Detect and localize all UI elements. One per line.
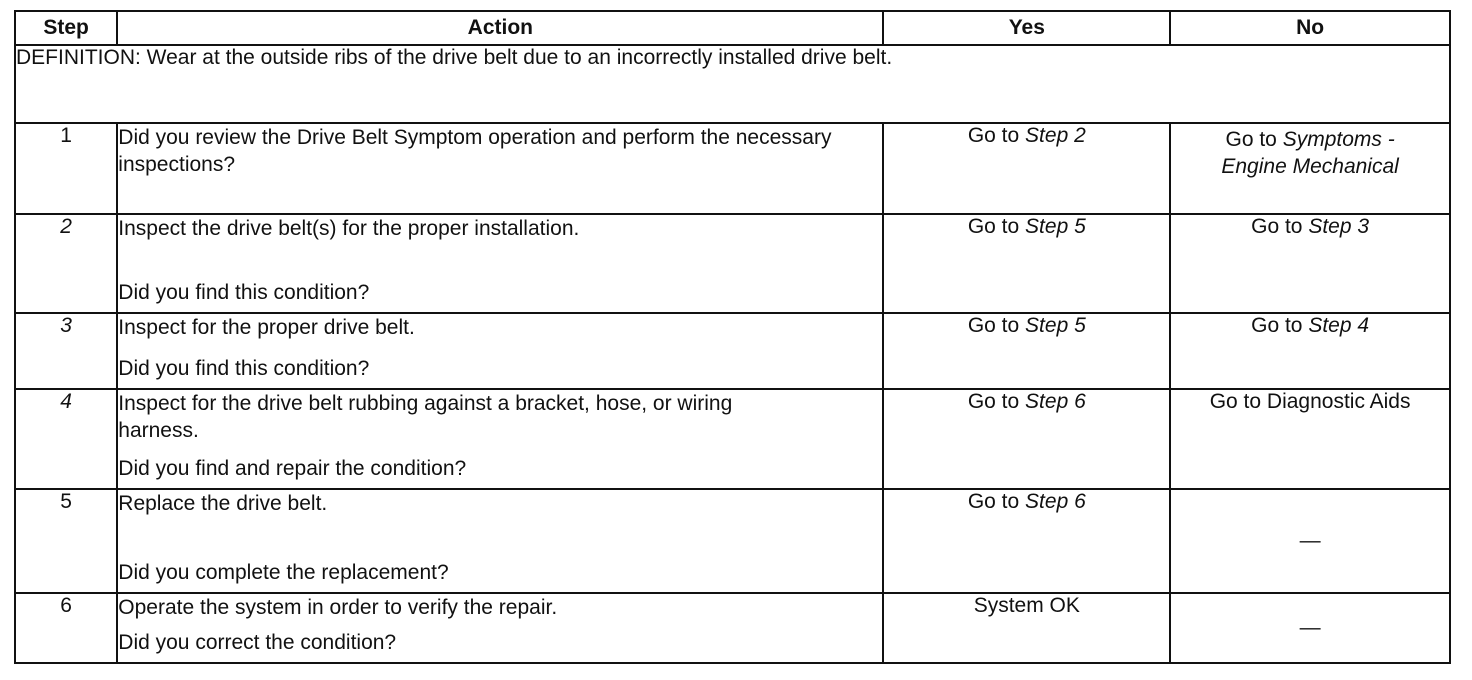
action-question: Did you find this condition? [118,357,370,380]
action-cell [117,123,883,214]
yes-cell [883,313,1170,389]
yes-step-link[interactable]: Step 6 [1025,390,1086,413]
yes-cell [883,123,1170,214]
table-row [15,313,1450,389]
action-cell [117,389,883,489]
step-number: 3 [15,313,117,389]
no-dash: — [1299,616,1321,639]
yes-step-link[interactable]: Step 2 [1025,124,1086,147]
definition-row [15,45,1450,123]
no-cell [1170,313,1450,389]
step-number: 5 [15,489,117,593]
table-row [15,214,1450,313]
action-instruction: Inspect for the proper drive belt. [118,316,415,339]
no-cell [1170,489,1450,593]
table-row [15,123,1450,214]
yes-step-link[interactable]: Step 5 [1025,215,1086,238]
no-dash: — [1299,529,1321,552]
no-cell [1170,593,1450,663]
yes-prefix: Go to [967,314,1020,337]
no-prefix: Go to [1251,215,1303,238]
header-step: Step [15,11,117,45]
step-number: 4 [15,389,117,489]
header-action: Action [117,11,883,45]
table-row [15,489,1450,593]
table-row [15,389,1450,489]
yes-cell [883,593,1170,663]
table-row [15,593,1450,663]
no-cell [1170,389,1450,489]
action-cell [117,313,883,389]
action-instruction: Inspect the drive belt(s) for the proper installation. [118,217,580,240]
action-cell [117,489,883,593]
yes-prefix: Go to [967,390,1020,413]
no-symptoms-link[interactable]: Symptoms - [1282,128,1395,151]
no-cell [1170,123,1450,214]
no-diagnostic-aids-link[interactable]: Go to Diagnostic Aids [1209,390,1411,413]
no-prefix: Go to [1225,128,1277,151]
action-question: Did you correct the condition? [118,631,397,654]
yes-prefix: Go to [967,124,1020,147]
action-question: Did you review the Drive Belt Symptom operation and perform the necessary inspections? [118,126,832,176]
header-no: No [1170,11,1450,45]
system-ok-text: System OK [973,594,1080,617]
definition-text: DEFINITION: Wear at the outside ribs of the drive belt due to an incorrectly installed drive belt. [15,45,1450,123]
yes-step-link[interactable]: Step 6 [1025,490,1086,513]
header-row [15,11,1450,45]
yes-cell [883,489,1170,593]
no-symptoms-link-line2[interactable]: Engine Mechanical [1221,155,1399,178]
step-number: 1 [15,123,117,214]
yes-prefix: Go to [967,490,1020,513]
action-question: Did you find and repair the condition? [118,457,467,480]
header-yes: Yes [883,11,1170,45]
yes-step-link[interactable]: Step 5 [1025,314,1086,337]
action-question: Did you complete the replacement? [118,561,449,584]
yes-cell [883,389,1170,489]
action-cell [117,214,883,313]
action-instruction: Operate the system in order to verify the repair. [118,596,558,619]
no-prefix: Go to [1251,314,1303,337]
action-instruction: Replace the drive belt. [118,492,328,515]
no-cell [1170,214,1450,313]
action-instruction: Inspect for the drive belt rubbing against a bracket, hose, or wiring harness. [118,392,733,442]
diagnostic-table [14,10,1451,664]
step-number: 2 [15,214,117,313]
action-cell [117,593,883,663]
yes-cell [883,214,1170,313]
action-question: Did you find this condition? [118,281,370,304]
no-step-link[interactable]: Step 4 [1308,314,1370,337]
no-step-link[interactable]: Step 3 [1308,215,1370,238]
step-number: 6 [15,593,117,663]
yes-prefix: Go to [967,215,1020,238]
